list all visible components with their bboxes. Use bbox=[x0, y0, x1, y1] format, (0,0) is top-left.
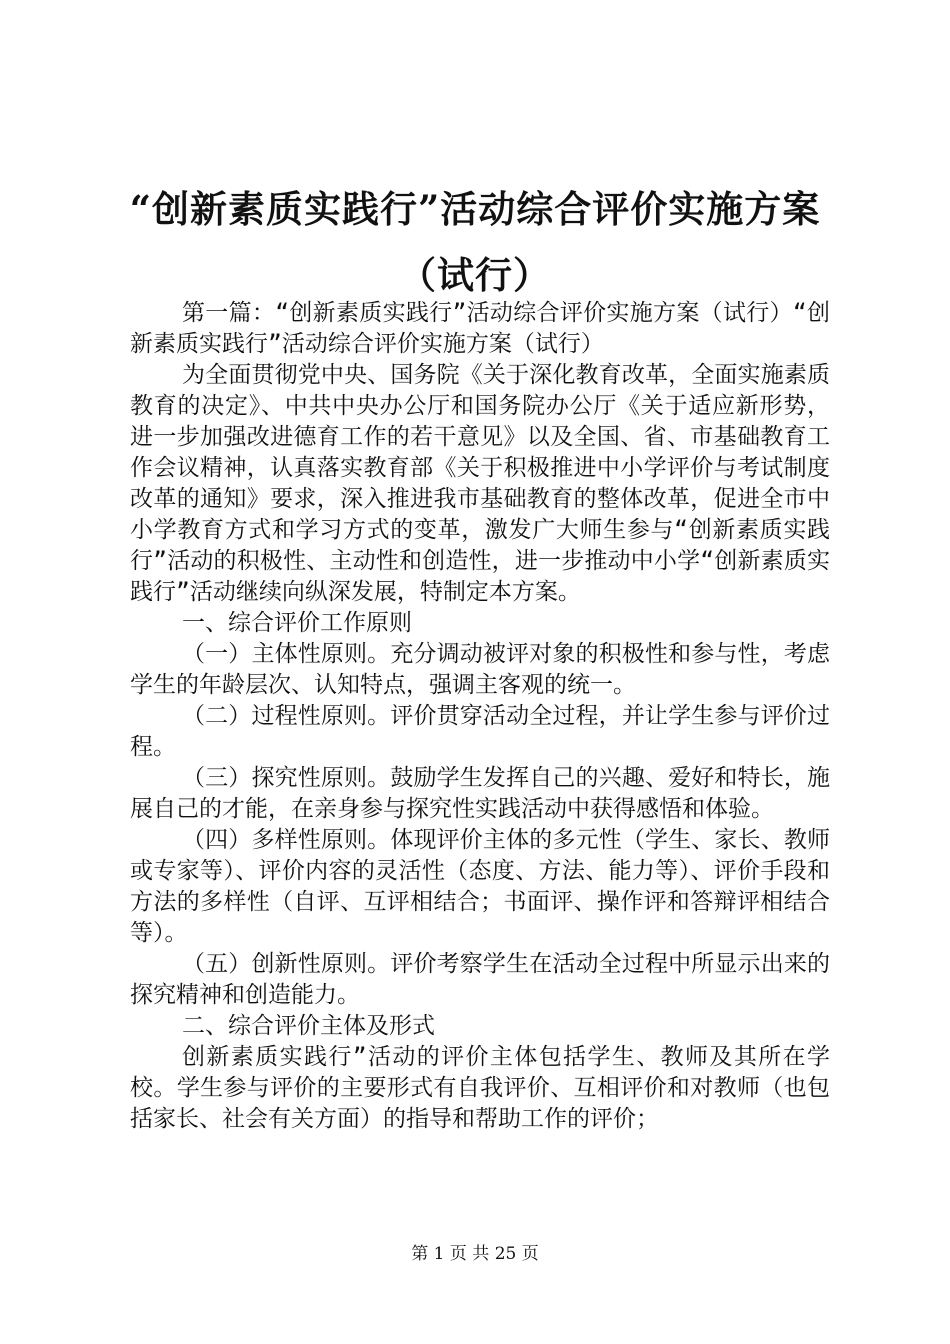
paragraph: （五）创新性原则。评价考察学生在活动全过程中所显示出来的探究精神和创造能力。 bbox=[130, 951, 830, 1008]
paragraph: （三）探究性原则。鼓励学生发挥自己的兴趣、爱好和特长，施展自己的才能，在亲身参与探究性实践活动中获得感悟和体验。 bbox=[130, 765, 830, 822]
document-body bbox=[130, 298, 830, 1135]
paragraph: （四）多样性原则。体现评价主体的多元性（学生、家长、教师或专家等）、评价内容的灵活性（态度、方法、能力等）、评价手段和方法的多样性（自评、互评相结合；书面评、操作评和答辩评相结合等）。 bbox=[130, 827, 830, 946]
document-subtitle: （试行） bbox=[399, 253, 551, 297]
section-heading: 二、综合评价主体及形式 bbox=[182, 1013, 435, 1039]
paragraph: （二）过程性原则。评价贯穿活动全过程，并让学生参与评价过程。 bbox=[130, 703, 830, 760]
paragraph: （一）主体性原则。充分调动被评对象的积极性和参与性，考虑学生的年龄层次、认知特点，强调主客观的统一。 bbox=[130, 641, 830, 698]
page-number-footer: 第 1 页 共 25 页 bbox=[411, 1244, 539, 1264]
document-title: “创新素质实践行”活动综合评价实施方案 bbox=[129, 187, 821, 231]
paragraph: 第一篇：“创新素质实践行”活动综合评价实施方案（试行）“创新素质实践行”活动综合评价实施方案（试行） bbox=[130, 300, 830, 357]
paragraph: 创新素质实践行”活动的评价主体包括学生、教师及其所在学校。学生参与评价的主要形式有自我评价、互相评价和对教师（也包括家长、社会有关方面）的指导和帮助工作的评价； bbox=[130, 1044, 830, 1132]
paragraph: 为全面贯彻党中央、国务院《关于深化教育改革，全面实施素质教育的决定》、中共中央办公厅和国务院办公厅《关于适应新形势，进一步加强改进德育工作的若干意见》以及全国、省、市基础教育工作会议精神，认真落实教育部《关于积极推进中小学评价与考试制度改革的通知》要求，深入推进我市基础教育的整体改革，促进全市中小学教育方式和学习方式的变革，激发广大师生参与“创新素质实践行”活动的积极性、主动性和创造性，进一步推动中小学“创新素质实践行”活动继续向纵深发展，特制定本方案。 bbox=[130, 362, 830, 605]
section-heading: 一、综合评价工作原则 bbox=[182, 610, 412, 636]
